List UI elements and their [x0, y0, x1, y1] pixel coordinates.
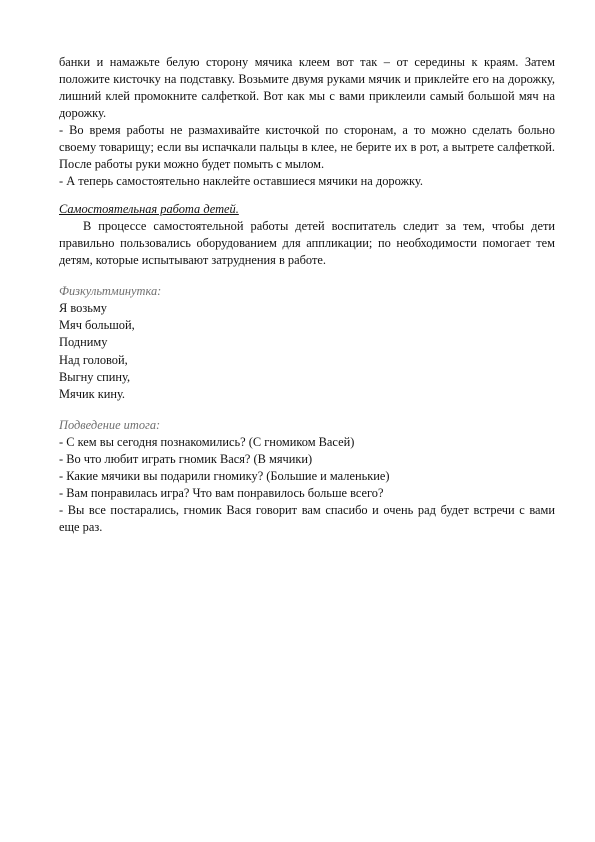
section-heading-independent-work: Самостоятельная работа детей. [59, 202, 239, 216]
paragraph-independent-work: В процессе самостоятельной работы детей воспитатель следит за тем, чтобы дети правильно пользовались оборудованием для аппликации; по необходимости помогает тем детям, которые испытывают затруднения в работе. [59, 219, 555, 267]
summary-line: - Вам понравилась игра? Что вам понравилось больше всего? [59, 486, 384, 501]
poem-line: Мячик кину. [59, 387, 126, 402]
section-heading-exercise: Физкультминутка: [59, 284, 162, 298]
paragraph-task: - А теперь самостоятельно наклейте оставшиеся мячики на дорожку. [59, 174, 423, 188]
summary-line: - Какие мячики вы подарили гномику? (Большие и маленькие) [59, 469, 390, 484]
paragraph-safety: - Во время работы не размахивайте кисточкой по сторонам, а то можно сделать больно своему товарищу; если вы испачкали пальцы в клее, не берите их в рот, а вытрете салфеткой. После работы руки можно будет помыть с мылом. [59, 123, 555, 171]
poem-line: Выгну спину, [59, 369, 131, 384]
summary-line: - С кем вы сегодня познакомились? (С гномиком Васей) [59, 435, 355, 450]
summary-line: - Во что любит играть гномик Вася? (В мячики) [59, 452, 313, 467]
poem-line: Над головой, [59, 352, 128, 367]
document-body [59, 54, 555, 536]
section-heading-summary: Подведение итога: [59, 418, 161, 433]
summary-line: - Вы все постарались, гномик Вася говорит вам спасибо и очень рад будет встречи с вами еще раз. [59, 503, 555, 535]
poem-line: Мяч большой, [59, 318, 135, 333]
paragraph-instructions: банки и намажьте белую сторону мячика клеем вот так – от середины к краям. Затем положите кисточку на подставку. Возьмите двумя руками мячик и приклейте его на дорожку, лишний клей промокните салфеткой. Вот как мы с вами приклеили самый большой мяч на дорожку. [59, 55, 555, 120]
poem-line: Я возьму [59, 301, 107, 315]
poem-line: Подниму [59, 335, 108, 350]
